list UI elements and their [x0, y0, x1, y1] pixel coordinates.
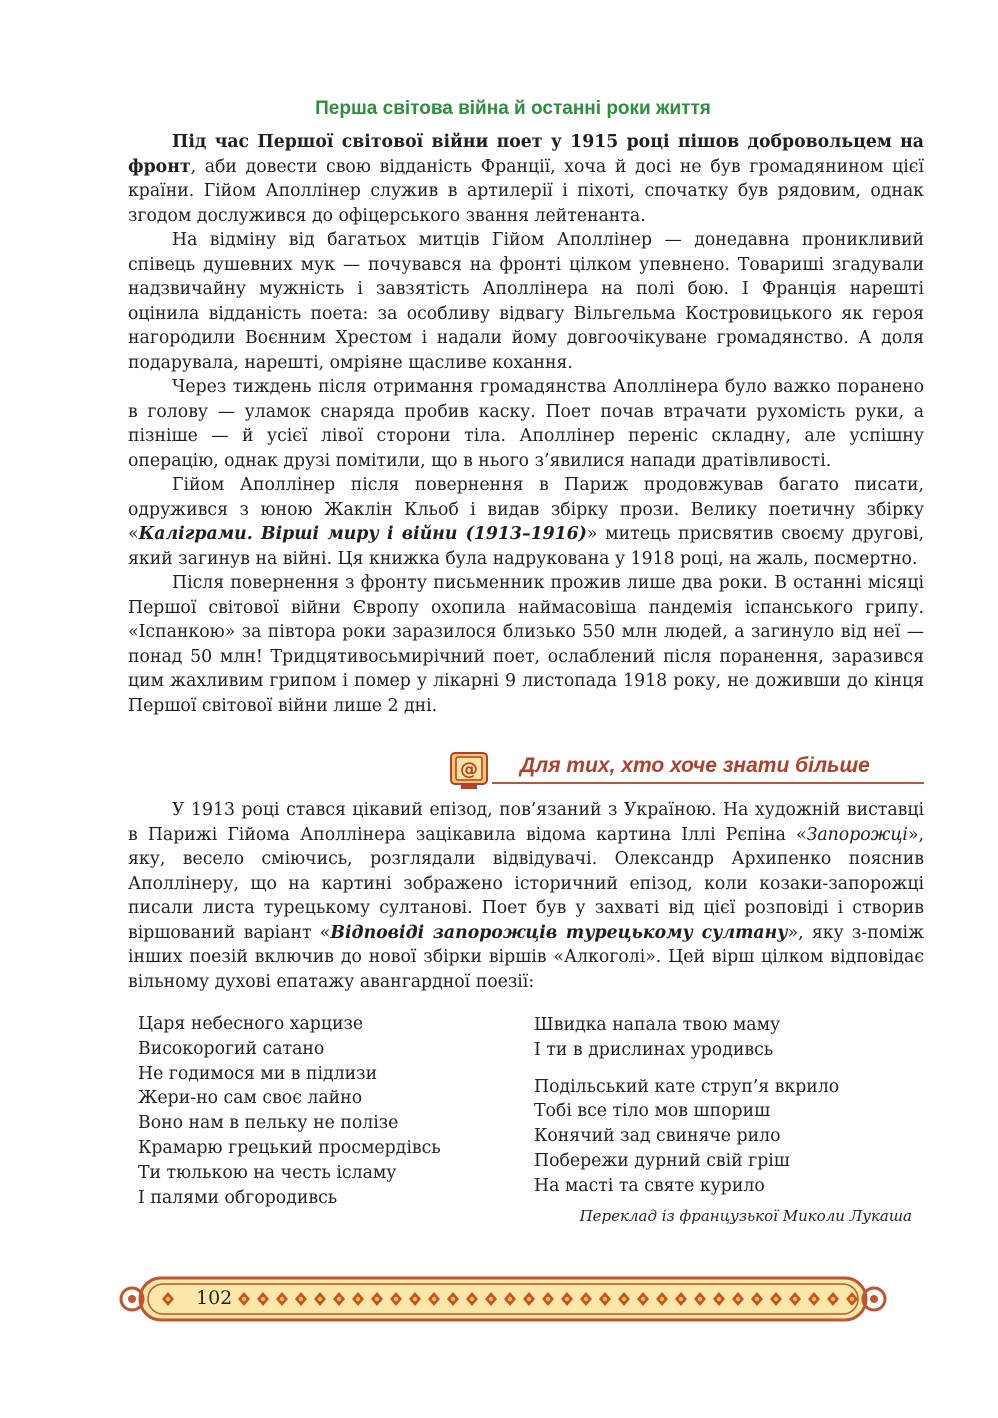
- poem-line: Жери-но сам своє лайно: [138, 1088, 363, 1109]
- poem-line: Ти тюлькою на честь ісламу: [138, 1162, 397, 1183]
- stanza-gap: [534, 1063, 914, 1075]
- poem-column-left: [138, 1012, 518, 1210]
- poem-line: Швидка напала твою маму: [534, 1015, 781, 1035]
- poem-title: Відповіді запорожців турецькому султану: [330, 922, 788, 943]
- paragraph: Після повернення з фронту письменник прожив лише два роки. В останні місяці Першої світової війни Європу охопила наймасовіша пандемія іспанського грипу. «Іспанкою» за півтора роки заразилося близько 550 млн людей, а загинуло від неї — понад 50 млн! Тридцятивосьмирічний поет, ослаблений після поранення, заразився цим жахливим грипом і помер у лікарні 9 листопада 1918 року, не доживши до кінця Першої світової війни лише 2 дні.: [128, 573, 924, 716]
- poem-line: Крамарю грецький просмердівсь: [138, 1137, 441, 1158]
- lead-bold-text: Під час Першої світової війни поет у 1915 році пішов добровольцем на фронт: [128, 132, 924, 177]
- paragraph: Через тиждень після отримання громадянства Аполлінера було важко поранено в голову — уламок снаряда пробив каску. Поет почав втрачати рухомість руки, а пізніше — й усієї лівої сторони тіла. Аполлінер переніс складну, але успішну операцію, однак друзі помітили, що в нього з’явилися напади дратівливості.: [128, 377, 924, 471]
- svg-text:@: @: [460, 759, 478, 780]
- poem-line: Високорогий сатано: [138, 1038, 325, 1059]
- info-box-text: [128, 798, 924, 994]
- painting-title: Запорожці: [806, 824, 908, 845]
- poem-line: На масті та святе курило: [534, 1175, 765, 1196]
- paragraph-text: , аби довести свою відданість Франції, хоча й досі не був громадянином цієї країни. Гійом Аполлінер служив в артилерії і піхоті, спочатку був рядовим, однак згодом дослужився до офіцерського звання лейтенанта.: [128, 156, 924, 226]
- info-box-header: [450, 752, 924, 796]
- poem-line: І ти в дрислинах уродивсь: [534, 1039, 774, 1060]
- paragraph-text: » митець присвятив своєму другові, який загинув на війні. Ця книжка була надрукована у 1918 році, на жаль, посмертно.: [128, 524, 925, 569]
- poem-line: Подільський кате струп’я вкрило: [534, 1076, 840, 1097]
- paragraph-text: », яку з-поміж інших поезій включив до нової збірки віршів «Алкоголі». Цей вірш цілком відповідає вільному духові епатажу авангардної поезії:: [128, 922, 924, 992]
- footer-ornament: [118, 1272, 888, 1326]
- poem-line: Царя небесного харцизе: [138, 1014, 364, 1034]
- info-box-rule: [492, 782, 924, 784]
- section-title: Перша світова війна й останні роки життя: [315, 98, 711, 119]
- info-box-title: Для тих, хто хоче знати більше: [520, 754, 870, 777]
- paragraph-text: Гійом Аполлінер після повернення в Париж продовжував багато писати, одружився з юною Жаклін Кльоб і видав збірку прози. Велику поетичну збірку «: [128, 475, 924, 544]
- page-number: 102: [196, 1287, 233, 1309]
- paragraph: [128, 473, 924, 571]
- poem-line: Воно нам в пельку не полізе: [138, 1113, 399, 1134]
- poem-line: Тобі все тіло мов шпориш: [534, 1101, 771, 1122]
- poem-line: Побережи дурний свій гріш: [534, 1150, 790, 1171]
- poem-line: Конячий зад свиняче рило: [534, 1126, 781, 1147]
- poem-line: І палями обгородивсь: [138, 1187, 338, 1208]
- poem-line: Не годимося ми в підлизи: [138, 1063, 378, 1084]
- at-sign-monitor-icon: [450, 752, 488, 792]
- book-title: Каліграми. Вірші миру і війни (1913–1916): [138, 524, 587, 544]
- paragraph: [128, 130, 924, 228]
- paragraph-text: У 1913 році стався цікавий епізод, пов’язаний з Україною. На художній виставці в Парижі Гійома Аполлінера зацікавила відома картина Іллі Рєпіна «: [128, 800, 924, 845]
- main-text: [128, 130, 924, 718]
- translation-credit: Переклад із французької Миколи Лукаша: [579, 1207, 912, 1225]
- poem-column-right: [534, 1013, 914, 1199]
- paragraph: На відміну від багатьох митців Гійом Аполлінер — донедавна проникливий співець душевних мук — почувався на фронті цілком упевнено. Товариші згадували надзвичайну мужність і завзятість Аполлінера на полі бою. І Франція нарешті оцінила відданість поета: за особливу відвагу Вільгельма Костровицького як героя нагородили Воєнним Хрестом і надали йому довгоочікуване громадянство. А доля подарувала, нарешті, омріяне щасливе кохання.: [128, 230, 924, 373]
- paragraph: [128, 798, 924, 994]
- paragraph-text: », яку, весело сміючись, розглядали відвідувачі. Олександр Архипенко пояснив Аполлінеру, що на картині зображено історичний епізод, коли козаки-запорожці писали листа турецькому султанові. Поет був у захваті від цієї розповіді і створив віршований варіант «: [128, 824, 924, 943]
